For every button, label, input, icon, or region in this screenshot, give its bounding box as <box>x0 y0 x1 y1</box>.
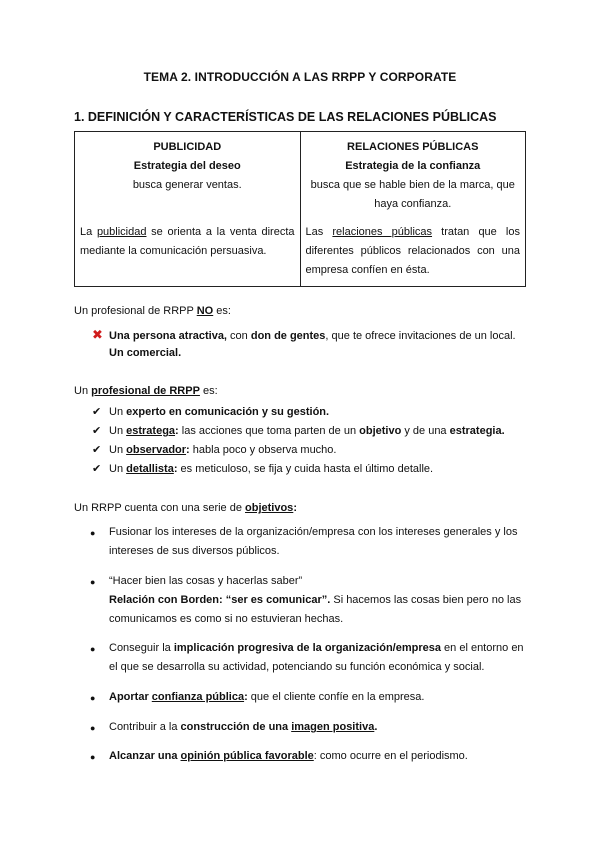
bullet-icon: ● <box>90 528 96 538</box>
column-line: busca generar ventas. <box>132 179 242 191</box>
list-item: Alcanzar una opinión pública favorable: como ocurre en el periodismo. <box>109 750 468 762</box>
column-header: RELACIONES PÚBLICAS <box>347 141 479 153</box>
list-item: ✖ Una persona atractiva, con don de gentes, que te ofrece invitaciones de un local. <box>92 325 516 345</box>
table-row <box>75 132 526 287</box>
profesional-intro: Un profesional de RRPP es: <box>74 385 218 397</box>
column-paragraph: Las relaciones públicas tratan que los diferentes públicos relacionados con una empresa confíen en ésta. <box>305 226 520 276</box>
no-intro: Un profesional de RRPP NO es: <box>74 305 231 317</box>
check-icon: ✔ <box>92 444 102 456</box>
list-item: ✔ Un experto en comunicación y su gestión. <box>92 404 329 421</box>
page-title: TEMA 2. INTRODUCCIÓN A LAS RRPP Y CORPORATE <box>143 70 457 84</box>
section-heading: 1. DEFINICIÓN Y CARACTERÍSTICAS DE LAS RELACIONES PÚBLICAS <box>74 110 497 124</box>
list-item: ✔ Un observador: habla poco y observa mucho. <box>92 442 336 459</box>
check-icon: ✔ <box>92 463 102 475</box>
list-item: Fusionar los intereses de la organización/empresa con los intereses generales y los intereses de sus diversos públicos. <box>109 526 518 557</box>
column-paragraph: La publicidad se orienta a la venta directa mediante la comunicación persuasiva. <box>80 226 295 257</box>
column-subheader: Estrategia de la confianza <box>345 160 481 172</box>
list-item: Aportar confianza pública: que el cliente confíe en la empresa. <box>109 691 425 703</box>
list-item: Conseguir la implicación progresiva de la organización/empresa en el entorno en el que se desarrolla su actividad, potenciando su función económica y social. <box>109 642 524 673</box>
table-cell-publicidad <box>75 132 301 287</box>
list-item: Contribuir a la construcción de una imagen positiva. <box>109 721 378 733</box>
bullet-icon: ● <box>90 644 96 654</box>
list-item: ✔ Un estratega: las acciones que toma parten de un objetivo y de una estrategia. <box>92 423 505 440</box>
objetivos-intro: Un RRPP cuenta con una serie de objetivos: <box>74 502 297 514</box>
bullet-icon: ● <box>90 752 96 762</box>
check-icon: ✔ <box>92 425 102 437</box>
bullet-icon: ● <box>90 693 96 703</box>
list-item: “Hacer bien las cosas y hacerlas saber” Relación con Borden: “ser es comunicar”. Si hacemos las cosas bien pero no las comunicamos es como si no estuvieran hechas. <box>109 575 522 625</box>
comparison-table <box>74 131 526 287</box>
column-header: PUBLICIDAD <box>153 141 222 153</box>
list-item: ✔ Un detallista: es meticuloso, se fija y cuida hasta el último detalle. <box>92 461 433 478</box>
list-item: Un comercial. <box>109 347 182 359</box>
column-subheader: Estrategia del deseo <box>133 160 241 172</box>
column-line: busca que se hable bien de la marca, que haya confianza. <box>310 179 515 210</box>
table-cell-relaciones-publicas <box>300 132 526 287</box>
bullet-icon: ● <box>90 723 96 733</box>
bullet-icon: ● <box>90 577 96 587</box>
check-icon: ✔ <box>92 406 102 418</box>
cross-icon: ✖ <box>92 327 103 342</box>
